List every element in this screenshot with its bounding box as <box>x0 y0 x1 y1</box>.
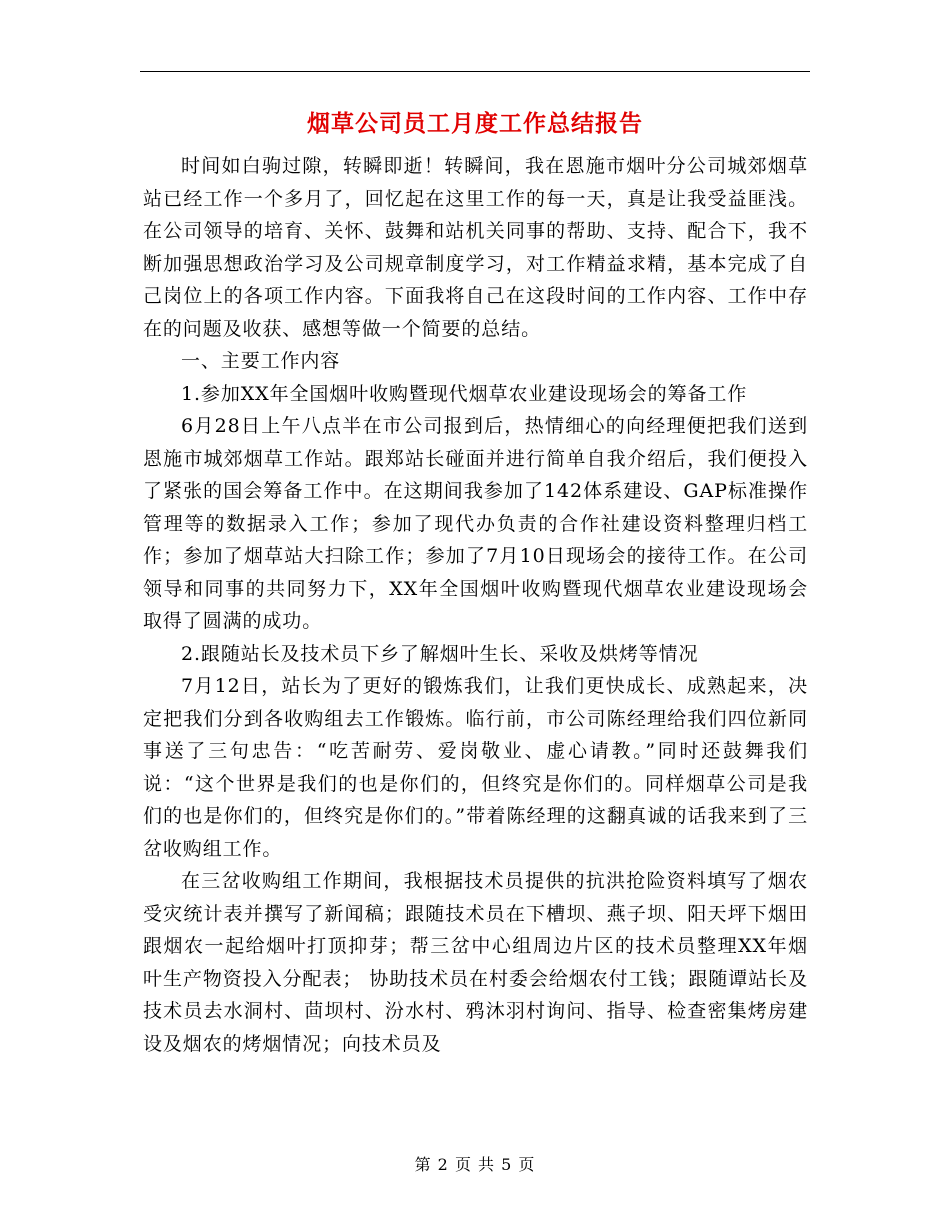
page-number-footer: 第 2 页 共 5 页 <box>414 1155 536 1174</box>
subheading-1: 1.参加XX年全国烟叶收购暨现代烟草农业建设现场会的筹备工作 <box>181 382 748 405</box>
section-heading-main-work: 一、主要工作内容 <box>181 350 341 372</box>
paragraph-field-work: 7月12日，站长为了更好的锻炼我们，让我们更快成长、成熟起来，决定把我们分到各收购组去工作锻炼。临行前，市公司陈经理给我们四位新同事送了三句忠告：“吃苦耐劳、爱岗敬业、虚心请教。”同时还鼓舞我们说：“这个世界是我们的也是你们的，但终究是你们的。同样烟草公司是我们的也是你们的，但终究是你们的。”带着陈经理的这翻真诚的话我来到了三岔收购组工作。 <box>143 675 808 860</box>
paragraph-sancha-group: 在三岔收购组工作期间，我根据技术员提供的抗洪抢险资料填写了烟农受灾统计表并撰写了新闻稿；跟随技术员在下槽坝、燕子坝、阳天坪下烟田跟烟农一起给烟叶打顶抑芽；帮三岔中心组周边片区的技术员整理XX年烟叶生产物资投入分配表； 协助技术员在村委会给烟农付工钱；跟随谭站长及技术员去水洞村、茴坝村、汾水村、鸦沐羽村询问、指导、检查密集烤房建设及烟农的烤烟情况；向技术员及 <box>143 870 808 1055</box>
document-body <box>143 150 808 1060</box>
subheading-2: 2.跟随站长及技术员下乡了解烟叶生长、采收及烘烤等情况 <box>181 642 699 665</box>
header-rule <box>140 71 810 72</box>
paragraph-preparation: 6月28日上午八点半在市公司报到后，热情细心的向经理便把我们送到恩施市城郊烟草工作站。跟郑站长碰面并进行简单自我介绍后，我们便投入了紧张的国会筹备工作中。在这期间我参加了142体系建设、GAP标准操作管理等的数据录入工作；参加了现代办负责的合作社建设资料整理归档工作；参加了烟草站大扫除工作；参加了7月10日现场会的接待工作。在公司领导和同事的共同努力下，XX年全国烟叶收购暨现代烟草农业建设现场会取得了圆满的成功。 <box>143 415 808 632</box>
document-title: 烟草公司员工月度工作总结报告 <box>307 111 643 137</box>
paragraph-intro: 时间如白驹过隙，转瞬即逝！转瞬间，我在恩施市烟叶分公司城郊烟草站已经工作一个多月了，回忆起在这里工作的每一天，真是让我受益匪浅。在公司领导的培育、关怀、鼓舞和站机关同事的帮助、支持、配合下，我不断加强思想政治学习及公司规章制度学习，对工作精益求精，基本完成了自己岗位上的各项工作内容。下面我将自己在这段时间的工作内容、工作中存在的问题及收获、感想等做一个简要的总结。 <box>143 155 808 340</box>
